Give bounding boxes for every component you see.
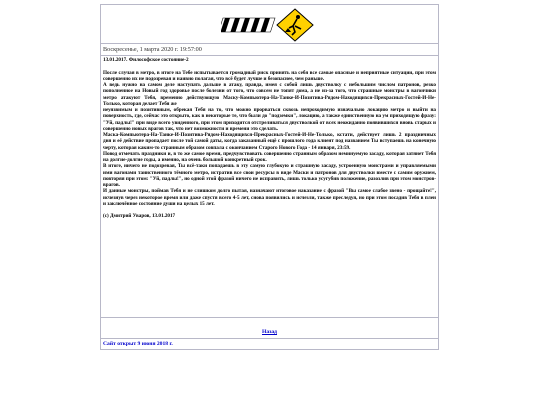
article-paragraph: После случая в метро, в итоге на Тебе испытывается громадный риск принять на себя все самые опасные и неприятные ситуации, при этом совершенно их не подозревая и наивно полагая, что всё будет лучше и безопаснее, чем раньше. — [103, 69, 436, 82]
article-paragraph: неуязвимым и позитивным, обрекая Тебя на то, что можно прорваться сквозь непроходимую изначально локацию метро и выйти на поверхность, где, сейчас это открыто, как в некоторые те, что были до "подземки", локацию, а также единственную на ум приходящую фразу: "Уй, падлы!" при виде всего увиденного, при этом приходится отстреливаться двустволкой от всех неожиданно появившихся вновь старых и совершенно новых врагов так, что нет возможности и времени это сделать. — [103, 107, 436, 132]
article-paragraph: Повод отмечать праздники и, в то же самое время, предчувствовать совершенно странным образом неминуемую засаду, которая затянет Тебя на долгие-долгие годы, а именно, на очень большой конкретный срок. — [103, 150, 436, 163]
article-title-line: 13.01.2017. Философское состояние-2 — [103, 57, 189, 63]
page-frame — [100, 4, 439, 350]
footer — [100, 339, 439, 350]
under-construction-icon — [221, 8, 321, 42]
article-paragraph: Маска-Компьютера-На-Танке-И-Позитива-Рядом-Находящихся-Прекрасных-Гостей-И-Не-Только, кстати, действует лишь 2 праздничных дня и её действие пропадает после той самой даты, когда заказанный ещё с прошлого года клиент под названием Ты вступаешь на конечную черту, которая каким-то странным образом совпала с окончанием Старого Нового Года - 14 января, 23:59. — [103, 132, 436, 151]
back-nav — [100, 318, 439, 339]
date-line: Воскресенье, 1 марта 2020 г. 19:57:00 — [103, 46, 202, 53]
article-paragraph: В итоге, ничего не подозревая, Ты всё-таки попадаешь в эту самую глубокую и страшную засаду, устроенную монстрами и управляемыми ими вагонами таинственного тёмного метро, истратив все свои ресурсы в виде Маски и патронов для двустволки вместе с самим оружием, повторяя при этом: "Уй, падлы!", но одной этой фразой ничего не исправить, лишь только усугубив положение, разозлив при этом монстров-врагов. — [103, 163, 436, 188]
article-content — [100, 56, 439, 318]
article-paragraph: А ведь нужно на самом деле наступать дальше в атаку, правда, имея с собой лишь двустволку с небольшим числом патронов, резко пополненное на Новый год здоровье после болезни от того, что совсем не топят дома, а не из-за того, что страшные монстры в вагончики метро атакуют Тебя, временно действующую Маску-Компьютера-На-Танке-И-Позитива-Рядом-Находящихся-Прекрасных-Гостей-И-Не-Только, которая делает Тебя же — [103, 82, 436, 107]
article-paragraph: И данные монстры, поймав Тебя и не слишком долго пытая, назначают итоговое наказание с фразой "Вы самое слабое звено - прощайте!", исчезнув через некоторое время или даже спустя всего 4-5 лет, снова появились и исчезли, также преследуя, но при этом посадив Тебя в плен и заключённое состояние души на целых 15 лет. — [103, 188, 436, 207]
back-link[interactable]: Назад — [261, 329, 278, 335]
header-banner — [100, 4, 439, 44]
article-signature: (с) Дмитрий Уваров, 13.01.2017 — [103, 213, 176, 220]
footer-text: Сайт открыт 9 июня 2018 г. — [103, 341, 173, 347]
date-bar — [100, 44, 439, 56]
